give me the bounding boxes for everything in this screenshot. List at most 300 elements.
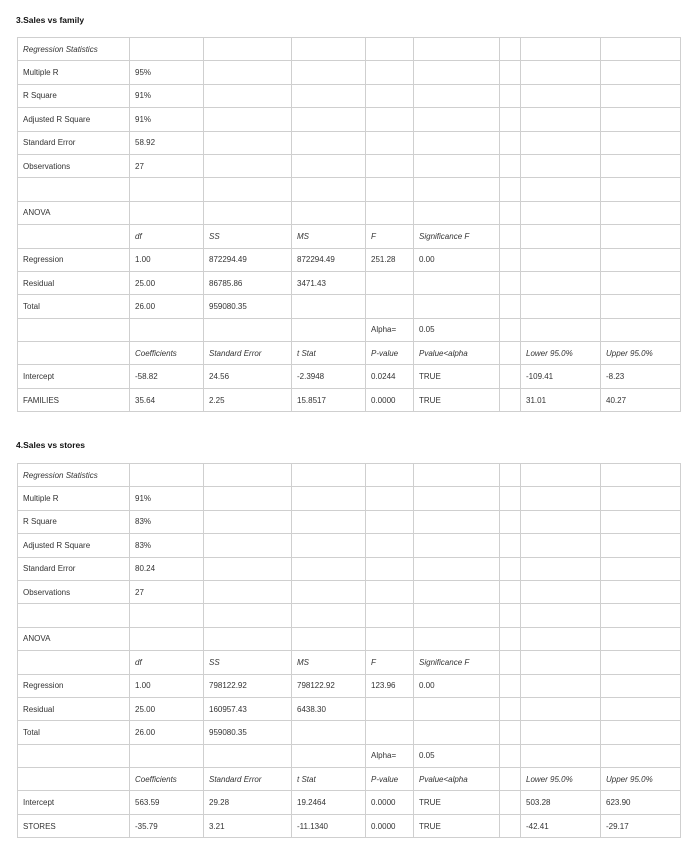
table-cell xyxy=(500,108,521,131)
table-cell: 26.00 xyxy=(130,295,204,318)
table-cell xyxy=(366,295,414,318)
table-cell xyxy=(414,295,500,318)
table-cell: Multiple R xyxy=(18,61,130,84)
table-cell: 798122.92 xyxy=(292,674,366,697)
table-cell: 29.28 xyxy=(204,791,292,814)
table-cell xyxy=(500,557,521,580)
table-cell xyxy=(130,744,204,767)
table-cell xyxy=(601,38,681,61)
table-cell: Pvalue<alpha xyxy=(414,342,500,365)
table-cell: 35.64 xyxy=(130,388,204,411)
table-cell xyxy=(521,248,601,271)
table-cell xyxy=(601,674,681,697)
table-cell xyxy=(366,84,414,107)
table-cell xyxy=(521,697,601,720)
table-cell xyxy=(292,61,366,84)
table-cell xyxy=(130,201,204,224)
table-cell: 0.05 xyxy=(414,318,500,341)
table-cell: 91% xyxy=(130,487,204,510)
table-cell xyxy=(414,178,500,201)
table-cell: Coefficients xyxy=(130,768,204,791)
table-cell: 160957.43 xyxy=(204,697,292,720)
table-cell xyxy=(500,464,521,487)
table-cell xyxy=(292,318,366,341)
table-cell xyxy=(366,464,414,487)
table-cell: FAMILIES xyxy=(18,388,130,411)
table-cell xyxy=(414,604,500,627)
table-cell xyxy=(500,487,521,510)
table-cell xyxy=(414,534,500,557)
table-cell xyxy=(204,627,292,650)
table-cell xyxy=(500,580,521,603)
table-cell xyxy=(204,464,292,487)
table-row xyxy=(18,814,681,837)
table-cell: TRUE xyxy=(414,814,500,837)
table-row xyxy=(18,318,681,341)
table-cell: TRUE xyxy=(414,365,500,388)
table-cell xyxy=(204,154,292,177)
table-cell xyxy=(130,604,204,627)
table-cell: 19.2464 xyxy=(292,791,366,814)
table-cell xyxy=(521,295,601,318)
table-cell xyxy=(414,510,500,533)
table-cell xyxy=(204,604,292,627)
table-row xyxy=(18,487,681,510)
table-cell xyxy=(414,108,500,131)
table-cell: Residual xyxy=(18,697,130,720)
table-cell: Total xyxy=(18,295,130,318)
table-cell: Lower 95.0% xyxy=(521,768,601,791)
table-cell xyxy=(366,271,414,294)
table-cell: TRUE xyxy=(414,791,500,814)
table-cell: 3.21 xyxy=(204,814,292,837)
table-cell xyxy=(204,580,292,603)
table-cell: 83% xyxy=(130,510,204,533)
table-cell xyxy=(500,38,521,61)
table-row xyxy=(18,365,681,388)
table-cell xyxy=(500,791,521,814)
table-row xyxy=(18,108,681,131)
table-cell: Lower 95.0% xyxy=(521,342,601,365)
table-row xyxy=(18,388,681,411)
table-cell: 872294.49 xyxy=(204,248,292,271)
table-cell: Intercept xyxy=(18,365,130,388)
table-cell xyxy=(500,388,521,411)
table-cell xyxy=(292,604,366,627)
table-row xyxy=(18,295,681,318)
table-cell xyxy=(601,604,681,627)
table-cell xyxy=(292,744,366,767)
table-cell xyxy=(521,154,601,177)
table-cell xyxy=(292,721,366,744)
table-cell xyxy=(601,318,681,341)
table-row xyxy=(18,627,681,650)
table-cell xyxy=(601,510,681,533)
table-cell xyxy=(521,61,601,84)
table-cell: Standard Error xyxy=(204,768,292,791)
regression-table-family xyxy=(17,37,681,412)
table-cell: -8.23 xyxy=(601,365,681,388)
table-cell: Observations xyxy=(18,580,130,603)
table-cell xyxy=(500,178,521,201)
table-cell xyxy=(366,604,414,627)
table-cell xyxy=(500,84,521,107)
table-cell xyxy=(18,178,130,201)
table-cell: 1.00 xyxy=(130,674,204,697)
table-cell xyxy=(500,534,521,557)
table-cell xyxy=(292,84,366,107)
table-cell xyxy=(414,721,500,744)
table-cell: Regression xyxy=(18,674,130,697)
table-row xyxy=(18,744,681,767)
table-row xyxy=(18,38,681,61)
table-cell xyxy=(366,534,414,557)
table-cell xyxy=(366,580,414,603)
table-cell xyxy=(414,131,500,154)
table-cell: -2.3948 xyxy=(292,365,366,388)
table-cell xyxy=(500,365,521,388)
table-cell: P-value xyxy=(366,342,414,365)
table-cell xyxy=(366,627,414,650)
table-cell: 0.0000 xyxy=(366,388,414,411)
table-cell: 2.25 xyxy=(204,388,292,411)
table-cell xyxy=(204,38,292,61)
table-cell xyxy=(601,464,681,487)
table-cell xyxy=(601,721,681,744)
table-cell: -42.41 xyxy=(521,814,601,837)
table-cell: Standard Error xyxy=(204,342,292,365)
table-cell: 95% xyxy=(130,61,204,84)
table-cell: -29.17 xyxy=(601,814,681,837)
table-row xyxy=(18,651,681,674)
table-cell: Standard Error xyxy=(18,131,130,154)
table-cell xyxy=(500,768,521,791)
table-cell xyxy=(414,557,500,580)
table-cell xyxy=(18,744,130,767)
table-cell: Upper 95.0% xyxy=(601,768,681,791)
table-cell xyxy=(414,84,500,107)
table-cell xyxy=(414,154,500,177)
table-row xyxy=(18,131,681,154)
table-cell: 58.92 xyxy=(130,131,204,154)
table-cell xyxy=(130,178,204,201)
table-row xyxy=(18,248,681,271)
table-cell xyxy=(366,131,414,154)
table-cell xyxy=(204,178,292,201)
table-cell: ANOVA xyxy=(18,627,130,650)
table-cell xyxy=(130,464,204,487)
table-cell xyxy=(414,627,500,650)
table-row xyxy=(18,61,681,84)
table-cell xyxy=(366,510,414,533)
table-cell xyxy=(500,248,521,271)
table-cell xyxy=(204,61,292,84)
table-cell xyxy=(366,154,414,177)
table-cell xyxy=(18,225,130,248)
table-cell xyxy=(414,464,500,487)
table-cell: 563.59 xyxy=(130,791,204,814)
table-cell xyxy=(601,131,681,154)
table-cell xyxy=(521,108,601,131)
table-cell: Alpha= xyxy=(366,744,414,767)
table-cell: Adjusted R Square xyxy=(18,534,130,557)
table-cell xyxy=(521,674,601,697)
table-cell xyxy=(292,510,366,533)
table-cell xyxy=(521,487,601,510)
table-cell xyxy=(521,627,601,650)
table-cell xyxy=(500,131,521,154)
table-row xyxy=(18,201,681,224)
table-cell xyxy=(366,178,414,201)
table-cell: 40.27 xyxy=(601,388,681,411)
table-cell: 27 xyxy=(130,580,204,603)
table-cell: 91% xyxy=(130,108,204,131)
table-row xyxy=(18,604,681,627)
table-cell: SS xyxy=(204,651,292,674)
table-cell: Observations xyxy=(18,154,130,177)
table-row xyxy=(18,534,681,557)
table-cell xyxy=(130,627,204,650)
table-cell: 0.00 xyxy=(414,248,500,271)
table-cell xyxy=(601,154,681,177)
table-cell xyxy=(500,674,521,697)
table-cell xyxy=(500,814,521,837)
table-cell: Significance F xyxy=(414,225,500,248)
table-cell xyxy=(500,744,521,767)
table-cell: 798122.92 xyxy=(204,674,292,697)
table-cell: 6438.30 xyxy=(292,697,366,720)
table-cell xyxy=(366,38,414,61)
table-cell: 91% xyxy=(130,84,204,107)
table-cell: SS xyxy=(204,225,292,248)
table-cell xyxy=(521,131,601,154)
table-cell xyxy=(292,201,366,224)
table-cell: 0.00 xyxy=(414,674,500,697)
table-cell xyxy=(18,651,130,674)
table-cell xyxy=(204,131,292,154)
table-cell xyxy=(204,534,292,557)
table-cell xyxy=(204,744,292,767)
table-cell: 24.56 xyxy=(204,365,292,388)
table-cell xyxy=(500,697,521,720)
table-cell: 86785.86 xyxy=(204,271,292,294)
section-title-sales-vs-family: 3.Sales vs family xyxy=(16,15,85,25)
table-cell xyxy=(601,108,681,131)
table-cell xyxy=(18,604,130,627)
table-cell xyxy=(521,604,601,627)
table-cell: -11.1340 xyxy=(292,814,366,837)
table-cell xyxy=(521,225,601,248)
table-cell: 80.24 xyxy=(130,557,204,580)
table-row xyxy=(18,510,681,533)
table-cell xyxy=(500,651,521,674)
table-cell xyxy=(292,154,366,177)
table-cell xyxy=(500,154,521,177)
table-cell: MS xyxy=(292,225,366,248)
table-cell xyxy=(601,534,681,557)
table-cell xyxy=(601,744,681,767)
table-cell xyxy=(366,61,414,84)
table-cell: 27 xyxy=(130,154,204,177)
table-cell: -35.79 xyxy=(130,814,204,837)
table-cell xyxy=(601,61,681,84)
table-cell xyxy=(366,721,414,744)
table-cell xyxy=(500,627,521,650)
table-cell xyxy=(292,534,366,557)
table-cell xyxy=(204,318,292,341)
table-cell xyxy=(601,697,681,720)
table-cell xyxy=(292,38,366,61)
table-row xyxy=(18,84,681,107)
table-cell xyxy=(601,225,681,248)
table-cell xyxy=(204,84,292,107)
table-cell xyxy=(366,697,414,720)
table-cell: 959080.35 xyxy=(204,721,292,744)
table-cell: 959080.35 xyxy=(204,295,292,318)
table-cell xyxy=(292,295,366,318)
table-cell xyxy=(414,487,500,510)
table-cell: Regression Statistics xyxy=(18,38,130,61)
table-cell xyxy=(601,295,681,318)
table-cell xyxy=(130,38,204,61)
table-cell: TRUE xyxy=(414,388,500,411)
table-cell xyxy=(130,318,204,341)
table-row xyxy=(18,721,681,744)
table-cell: 623.90 xyxy=(601,791,681,814)
table-cell: 0.0000 xyxy=(366,791,414,814)
table-row xyxy=(18,342,681,365)
table-cell: Standard Error xyxy=(18,557,130,580)
table-cell: -109.41 xyxy=(521,365,601,388)
table-cell: 31.01 xyxy=(521,388,601,411)
table-cell xyxy=(521,557,601,580)
table-cell xyxy=(414,271,500,294)
table-cell xyxy=(414,201,500,224)
table-cell xyxy=(204,487,292,510)
table-cell: 15.8517 xyxy=(292,388,366,411)
table-cell xyxy=(414,580,500,603)
table-cell xyxy=(521,84,601,107)
table-cell: t Stat xyxy=(292,342,366,365)
table-cell: Total xyxy=(18,721,130,744)
table-cell xyxy=(292,557,366,580)
table-cell: Regression xyxy=(18,248,130,271)
table-cell xyxy=(18,342,130,365)
table-cell xyxy=(292,487,366,510)
table-cell xyxy=(521,510,601,533)
table-cell xyxy=(500,225,521,248)
table-cell xyxy=(204,108,292,131)
table-cell: 0.05 xyxy=(414,744,500,767)
table-row xyxy=(18,557,681,580)
table-cell xyxy=(500,271,521,294)
table-cell xyxy=(521,721,601,744)
table-cell: 872294.49 xyxy=(292,248,366,271)
table-cell xyxy=(521,464,601,487)
table-cell xyxy=(521,38,601,61)
table-cell: Upper 95.0% xyxy=(601,342,681,365)
table-row xyxy=(18,225,681,248)
table-cell xyxy=(601,557,681,580)
table-cell: 0.0244 xyxy=(366,365,414,388)
table-cell: df xyxy=(130,225,204,248)
table-cell: STORES xyxy=(18,814,130,837)
table-cell xyxy=(521,178,601,201)
table-cell: 251.28 xyxy=(366,248,414,271)
table-cell xyxy=(414,38,500,61)
table-cell: t Stat xyxy=(292,768,366,791)
table-cell xyxy=(601,84,681,107)
table-cell xyxy=(601,201,681,224)
table-cell xyxy=(521,651,601,674)
table-cell xyxy=(601,487,681,510)
table-cell: Residual xyxy=(18,271,130,294)
table-cell xyxy=(521,318,601,341)
table-cell xyxy=(521,534,601,557)
table-row xyxy=(18,791,681,814)
table-cell: 26.00 xyxy=(130,721,204,744)
table-cell xyxy=(601,627,681,650)
table-cell xyxy=(292,131,366,154)
table-cell xyxy=(521,580,601,603)
table-cell xyxy=(366,487,414,510)
table-cell xyxy=(366,201,414,224)
table-cell xyxy=(414,61,500,84)
table-cell xyxy=(292,580,366,603)
table-cell xyxy=(292,627,366,650)
table-cell: Regression Statistics xyxy=(18,464,130,487)
table-cell xyxy=(500,61,521,84)
table-cell xyxy=(18,318,130,341)
table-cell xyxy=(292,464,366,487)
table-row xyxy=(18,464,681,487)
table-row xyxy=(18,154,681,177)
table-cell: Intercept xyxy=(18,791,130,814)
table-cell xyxy=(18,768,130,791)
table-row xyxy=(18,178,681,201)
table-cell: -58.82 xyxy=(130,365,204,388)
table-cell xyxy=(414,697,500,720)
table-cell xyxy=(204,201,292,224)
table-cell xyxy=(521,271,601,294)
table-cell: 503.28 xyxy=(521,791,601,814)
table-cell xyxy=(521,744,601,767)
table-cell: F xyxy=(366,225,414,248)
table-cell: Alpha= xyxy=(366,318,414,341)
table-cell xyxy=(292,108,366,131)
section-title-sales-vs-stores: 4.Sales vs stores xyxy=(16,440,85,450)
table-cell xyxy=(601,178,681,201)
table-cell xyxy=(500,318,521,341)
table-cell: 83% xyxy=(130,534,204,557)
table-cell xyxy=(500,342,521,365)
table-row xyxy=(18,697,681,720)
table-cell xyxy=(601,248,681,271)
table-cell: Multiple R xyxy=(18,487,130,510)
table-cell: 25.00 xyxy=(130,271,204,294)
table-cell: 25.00 xyxy=(130,697,204,720)
table-cell: Coefficients xyxy=(130,342,204,365)
table-cell xyxy=(500,721,521,744)
table-cell xyxy=(500,510,521,533)
table-cell: 3471.43 xyxy=(292,271,366,294)
table-cell: P-value xyxy=(366,768,414,791)
table-cell xyxy=(500,201,521,224)
table-cell: 123.96 xyxy=(366,674,414,697)
table-row xyxy=(18,271,681,294)
table-cell xyxy=(292,178,366,201)
table-row xyxy=(18,768,681,791)
